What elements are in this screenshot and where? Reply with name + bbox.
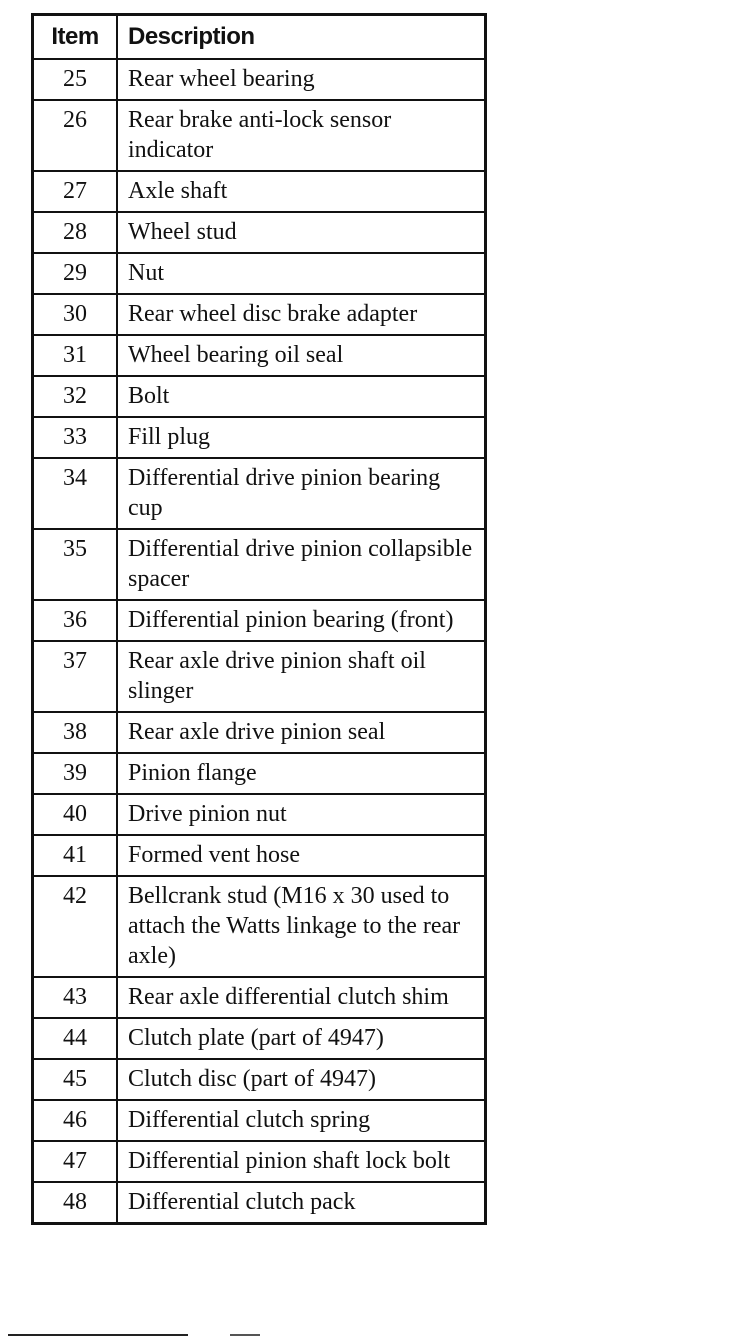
- item-description: Differential pinion bearing (front): [117, 600, 486, 641]
- item-number: 43: [33, 977, 118, 1018]
- item-description: Rear brake anti-lock sensor indicator: [117, 100, 486, 171]
- table-row: [33, 753, 486, 794]
- item-description: Clutch disc (part of 4947): [117, 1059, 486, 1100]
- table-row: [33, 1141, 486, 1182]
- item-description: Differential clutch spring: [117, 1100, 486, 1141]
- table-row: [33, 171, 486, 212]
- item-number: 31: [33, 335, 118, 376]
- item-number: 32: [33, 376, 118, 417]
- table-row: [33, 600, 486, 641]
- parts-table: [31, 13, 487, 1225]
- item-number: 48: [33, 1182, 118, 1224]
- table-row: [33, 417, 486, 458]
- item-number: 28: [33, 212, 118, 253]
- footer-rule-fragment: [230, 1334, 260, 1336]
- table-row: [33, 977, 486, 1018]
- table-row: [33, 294, 486, 335]
- item-number: 34: [33, 458, 118, 529]
- item-number: 37: [33, 641, 118, 712]
- table-row: [33, 794, 486, 835]
- item-description: Rear axle drive pinion shaft oil slinger: [117, 641, 486, 712]
- item-number: 41: [33, 835, 118, 876]
- item-description: Differential drive pinion collapsible spacer: [117, 529, 486, 600]
- table-row: [33, 1100, 486, 1141]
- item-description: Wheel bearing oil seal: [117, 335, 486, 376]
- item-number: 36: [33, 600, 118, 641]
- item-description: Wheel stud: [117, 212, 486, 253]
- item-description: Bolt: [117, 376, 486, 417]
- item-description: Pinion flange: [117, 753, 486, 794]
- table-row: [33, 335, 486, 376]
- item-number: 45: [33, 1059, 118, 1100]
- item-number: 40: [33, 794, 118, 835]
- item-description: Rear axle differential clutch shim: [117, 977, 486, 1018]
- item-description: Rear axle drive pinion seal: [117, 712, 486, 753]
- item-number: 25: [33, 59, 118, 100]
- item-number: 33: [33, 417, 118, 458]
- table-row: [33, 376, 486, 417]
- table-row: [33, 641, 486, 712]
- item-description: Bellcrank stud (M16 x 30 used to attach the Watts linkage to the rear axle): [117, 876, 486, 977]
- table-row: [33, 876, 486, 977]
- table-row: [33, 1059, 486, 1100]
- table-row: [33, 212, 486, 253]
- item-number: 26: [33, 100, 118, 171]
- item-description: Formed vent hose: [117, 835, 486, 876]
- table-row: [33, 835, 486, 876]
- item-number: 42: [33, 876, 118, 977]
- item-number: 38: [33, 712, 118, 753]
- item-description: Differential drive pinion bearing cup: [117, 458, 486, 529]
- table-row: [33, 253, 486, 294]
- table-body: [33, 59, 486, 1224]
- description-column-header: Description: [117, 15, 486, 60]
- item-number: 35: [33, 529, 118, 600]
- header-row: [33, 15, 486, 60]
- table-row: [33, 1018, 486, 1059]
- item-description: Drive pinion nut: [117, 794, 486, 835]
- item-description: Differential clutch pack: [117, 1182, 486, 1224]
- item-number: 44: [33, 1018, 118, 1059]
- footer-rule: [8, 1334, 188, 1336]
- table-row: [33, 529, 486, 600]
- table-row: [33, 458, 486, 529]
- item-column-header: Item: [33, 15, 118, 60]
- item-description: Nut: [117, 253, 486, 294]
- item-number: 27: [33, 171, 118, 212]
- item-number: 30: [33, 294, 118, 335]
- item-description: Rear wheel bearing: [117, 59, 486, 100]
- table-row: [33, 1182, 486, 1224]
- item-number: 39: [33, 753, 118, 794]
- table-row: [33, 59, 486, 100]
- item-description: Differential pinion shaft lock bolt: [117, 1141, 486, 1182]
- item-number: 47: [33, 1141, 118, 1182]
- item-description: Clutch plate (part of 4947): [117, 1018, 486, 1059]
- item-number: 29: [33, 253, 118, 294]
- item-description: Rear wheel disc brake adapter: [117, 294, 486, 335]
- item-number: 46: [33, 1100, 118, 1141]
- table-row: [33, 712, 486, 753]
- item-description: Axle shaft: [117, 171, 486, 212]
- item-description: Fill plug: [117, 417, 486, 458]
- table-row: [33, 100, 486, 171]
